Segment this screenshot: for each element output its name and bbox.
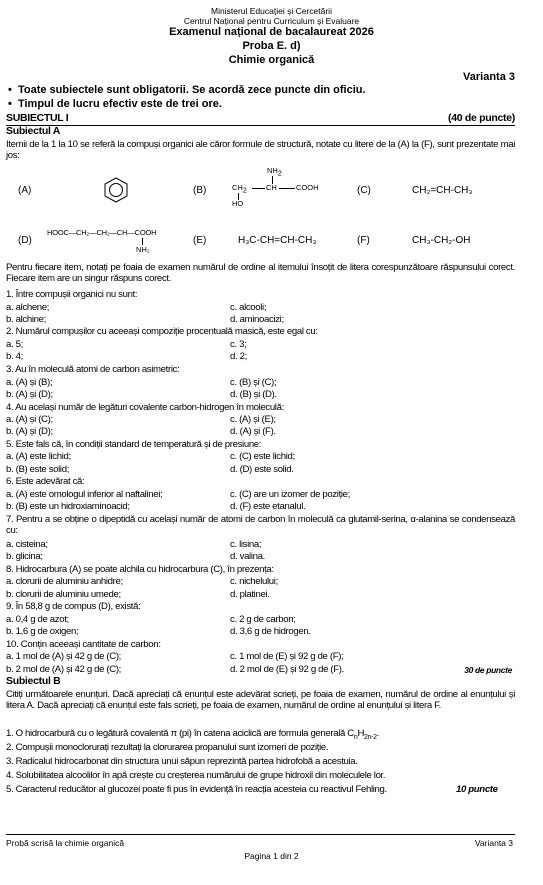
formula-e: H₃C-CH=CH-CH₃	[238, 235, 317, 246]
label-b: (B)	[193, 185, 207, 196]
subiect-a-intro: Itemii de la 1 la 10 se referă la compuși organici ale căror formule de structură, notate cu litere de la (A) la (F), sunt prezentate mai jos:	[6, 139, 515, 161]
subiect-b-title: Subiectul B	[6, 675, 61, 687]
formula-f: CH₃-CH₂-OH	[412, 235, 471, 246]
exam-title: Examenul național de bacalaureat 2026	[169, 26, 374, 38]
label-d: (D)	[18, 235, 32, 246]
label-c: (C)	[357, 185, 371, 196]
exam-proba: Proba E. d)	[242, 40, 301, 52]
subiect-a-title: Subiectul A	[6, 125, 61, 137]
subiect-a-instructions: Pentru fiecare item, notați pe foaia de examen numărul de ordine al itemului însoțit de litera corespunzătoare răspunsului corect. Fiecare item are un singur răspuns corect.	[6, 262, 515, 284]
variant-label: Varianta 3	[463, 71, 515, 83]
exam-page: Ministerul Educației și Cercetării Centrul Național pentru Curriculum și Evaluare Examenul național de bacalaureat 2026 Proba E. d) Chimie organică Varianta 3 • Toate subiectele sunt obligatorii. Se acordă zece puncte din oficiu. • Timpul de lucru efectiv este de trei ore. SUBIECTUL I (40 de puncte) Subiectul A Itemii de la 1 la 10 se referă la compuși organici ale căror formule de structură, notate cu litere de la (A) la (F), sunt prezentate mai jos: (A) (B) $NH_2$ $CH_2$ CH COOH HO (C) CH₂=CH-CH₃ (D) HOOC—CH₂—CH₂—CH—COOH NH₂ (E) H₃C-CH=CH-CH₃ (F) CH₃-CH₂-OH Pentru fiecare item, notați pe foaia de examen numărul de ordine al itemului însoțit de litera corespunzătoare răspunsului corect. Fiecare item are un singur răspuns corect. 1. Între compușii organici nu sunt: a. alchene; c. alcooli; b. alchine; d. aminoacizi; 2. Numărul compușilor cu aceeași compoziție procentuală masică, este egal cu: a. 5; c. 3; b. 4; d. 2; 3. Au în moleculă atomi de carbon asimetric: a. (A) și (B); c. (B) și (C); b. (A) și (D); d. (B) și (D). 4. Au același număr de legături covalente carbon-hidrogen în moleculă: a. (A) și (C); c. (A) și (E); b. (A) și (D); d. (A) și (F). 5. Este fals că, în condiții standard de temperatură și de presiune: a. (A) este lichid; c. (C) este lichid; b. (B) este solid; d. (D) este solid. 6. Este adevărat că: a. (A) este omologul inferior al naftalinei; c. (C) are un izomer de poziție; b. (B) este un hidroxiaminoacid; d. (F) este etanalul. 7. Pentru a se obține o dipeptidă cu același număr de atomi de carbon în moleculă ca glutamil-serina, α-alanina se condensează cu: a. cisteina; c. lisina; b. glicina; d. valina. 8. Hidrocarbura (A) se poate alchila cu hidrocarbura (C), în prezența: a. clorurii de aluminiu anhidre; c. nichelului; b. clorurii de aluminiu umede; d. platinei. 9. În 58,8 g de compus (D), există: a. 0,4 g de azot; c. 2 g de carbon; b. 1,6 g de oxigen; d. 3,6 g de hidrogen. 10. Conțin aceeași cantitate de carbon: a. 1 mol de (A) și 42 g de (C); c. 1 mol de (E) și 92 g de (F); b. 2 mol de (A) și 42 g de (C); d. 2 mol de (E) și 92 g de (F). 30 de puncte Subiectul B Citiți următoarele enunțuri. Dacă apreciați că enunțul este adevărat scrieți, pe foaia de examen, numărul de ordine al enunțului și litera A. Dacă apreciați că enunțul este fals scrieți, pe foaia de examen, numărul de ordine al enunțului și litera F. 1. O hidrocarbură cu o legătură covalentă π (pi) în catena aciclică are formula generală $C_nH_{2n-2}$. 2. Compușii monoclorurați rezultați la clorurarea propanului sunt izomeri de poziție. 3. Radicalul hidrocarbonat din structura unui săpun reprezintă partea hidrofobă a acestuia. 4. Solubilitatea alcoolilor în apă crește cu creșterea numărului de grupe hidroxil din moleculele lor. 5. Caracterul reducător al glucozei poate fi pus în evidență în reacția acesteia cu reactivul Fehling. 10 puncte Probă scrisă la chimie organică Varianta 3 Pagina 1 din 2	[0, 0, 543, 885]
formula-d-amino: NH₂	[136, 245, 150, 254]
statement-1: 1. O hidrocarbură cu o legătură covalentă π (pi) în catena aciclică are formula generală $C_nH_{2n-2}$.	[6, 728, 379, 741]
subiect-1-points: (40 de puncte)	[448, 112, 515, 124]
statement-5: 5. Caracterul reducător al glucozei poate fi pus în evidență în reacția acesteia cu reactivul Fehling.	[6, 784, 387, 795]
statement-4: 4. Solubilitatea alcoolilor în apă crește cu creșterea numărului de grupe hidroxil din moleculele lor.	[6, 770, 386, 781]
footer-right: Varianta 3	[474, 838, 513, 848]
label-a: (A)	[18, 185, 32, 196]
formula-c: CH₂=CH-CH₃	[412, 185, 473, 196]
subiect-a-points: 30 de puncte	[464, 665, 512, 675]
footer-divider	[6, 834, 515, 835]
statement-2: 2. Compușii monoclorurați rezultați la clorurarea propanului sunt izomeri de poziție.	[6, 742, 329, 753]
exam-subject: Chimie organică	[228, 54, 315, 66]
label-f: (F)	[357, 235, 370, 246]
footer-left: Probă scrisă la chimie organică	[6, 838, 125, 848]
subiect-b-points: 10 puncte	[456, 784, 498, 795]
rule-2: • Timpul de lucru efectiv este de trei ore.	[8, 98, 222, 110]
subiect-b-intro: Citiți următoarele enunțuri. Dacă apreciați că enunțul este adevărat scrieți, pe foaia de examen, numărul de ordine al enunțului și litera A. Dacă apreciați că enunțul este fals scrieți, pe foaia de examen, numărul de ordine al enunțului și litera F.	[6, 689, 515, 711]
ministry-name: Ministerul Educației și Cercetării	[211, 6, 332, 16]
subiect-1-title: SUBIECTUL I	[6, 112, 69, 124]
label-e: (E)	[193, 235, 207, 246]
center-name: Centrul Național pentru Curriculum și Evaluare	[183, 16, 360, 26]
statement-3: 3. Radicalul hidrocarbonat din structura unui săpun reprezintă partea hidrofobă a acestuia.	[6, 756, 358, 767]
page-number: Pagina 1 din 2	[244, 851, 299, 861]
formula-d-chain: HOOC—CH₂—CH₂—CH—COOH	[47, 228, 157, 237]
rule-1: • Toate subiectele sunt obligatorii. Se acordă zece puncte din oficiu.	[8, 84, 366, 96]
benzene-ring-icon	[103, 176, 129, 204]
divider	[6, 125, 515, 126]
